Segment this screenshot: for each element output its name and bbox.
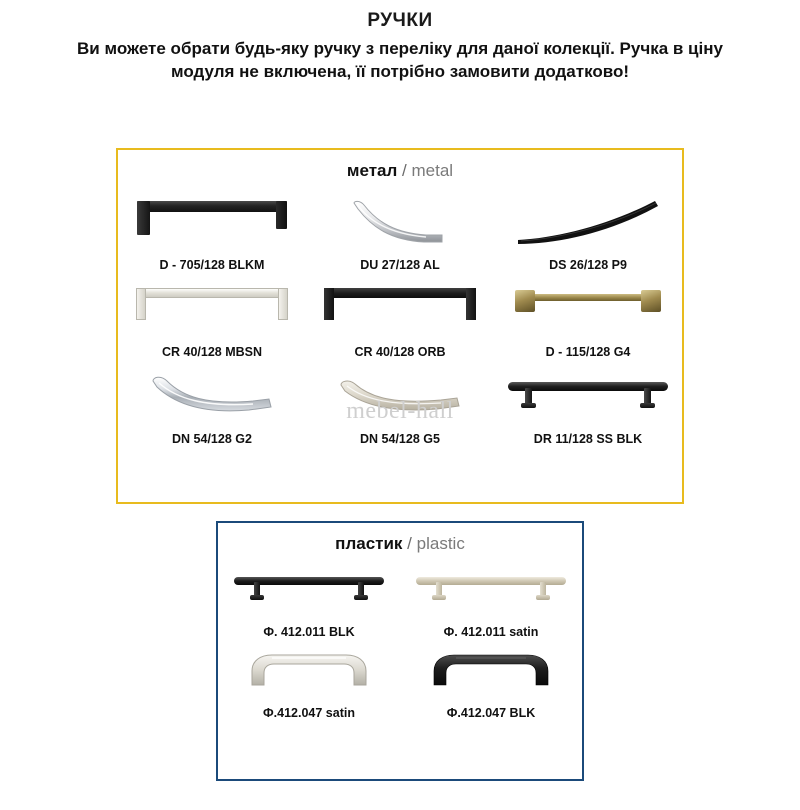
handle-label: CR 40/128 ORB <box>354 345 446 359</box>
section-metal <box>116 148 684 504</box>
handle-item[interactable] <box>118 363 306 446</box>
handle-label: DS 26/128 P9 <box>549 258 627 272</box>
handle-image-412047-satin <box>218 639 400 701</box>
handle-item[interactable] <box>494 276 682 359</box>
handle-label: CR 40/128 MBSN <box>161 345 263 359</box>
handle-image-d705-blkm <box>118 189 306 253</box>
handle-item[interactable] <box>118 276 306 359</box>
metal-row-2 <box>118 276 682 359</box>
handle-label: Ф. 412.011 BLK <box>263 625 355 639</box>
handle-label: D - 705/128 BLKM <box>159 258 265 272</box>
section-metal-heading <box>118 150 682 185</box>
handle-image-412047-blk <box>400 639 582 701</box>
handle-label: Ф. 412.011 satin <box>443 625 539 639</box>
section-plastic-title-en: plastic <box>416 534 465 553</box>
watermark: mebel-hall <box>346 398 454 424</box>
handle-image-d115-g4 <box>494 276 682 340</box>
metal-row-1 <box>118 189 682 272</box>
handle-label: D - 115/128 G4 <box>545 345 631 359</box>
handle-label: Ф.412.047 satin <box>263 706 355 720</box>
handle-image-dr11-ss-blk <box>494 363 682 427</box>
handle-image-ds26-p9 <box>494 189 682 253</box>
section-plastic <box>216 521 584 781</box>
handle-item[interactable] <box>400 558 582 639</box>
handle-item[interactable] <box>306 363 494 446</box>
section-metal-title-ru: метал <box>346 161 398 180</box>
handle-item[interactable] <box>218 558 400 639</box>
section-metal-title-en: metal <box>411 161 454 180</box>
handle-item[interactable] <box>306 189 494 272</box>
handle-image-412011-satin <box>400 558 582 620</box>
handle-image-412011-blk <box>218 558 400 620</box>
handle-item[interactable] <box>494 363 682 446</box>
section-metal-separator: / <box>402 161 407 180</box>
handle-item[interactable] <box>400 639 582 720</box>
plastic-row-2 <box>218 639 582 720</box>
handle-label: DN 54/128 G2 <box>172 432 252 446</box>
handle-item[interactable] <box>218 639 400 720</box>
metal-row-3 <box>118 363 682 446</box>
handle-label: Ф.412.047 BLK <box>446 706 536 720</box>
handle-item[interactable] <box>306 276 494 359</box>
handle-label: DU 27/128 AL <box>360 258 440 272</box>
page-subtitle: Ви можете обрати будь-яку ручку з переліку для даної колекції. Ручка в ціну модуля не включена, її потрібно замовити додатково! <box>77 39 723 81</box>
handles-catalog-page <box>0 10 800 810</box>
handle-image-dn54-g5 <box>306 363 494 427</box>
plastic-row-1 <box>218 558 582 639</box>
section-plastic-title-ru: пластик <box>335 534 403 553</box>
handle-image-du27-al <box>306 189 494 253</box>
handle-label: DN 54/128 G5 <box>360 432 440 446</box>
handle-image-cr40-mbsn <box>118 276 306 340</box>
handle-image-dn54-g2 <box>118 363 306 427</box>
section-plastic-separator: / <box>407 534 412 553</box>
handle-item[interactable] <box>494 189 682 272</box>
handle-label: DR 11/128 SS BLK <box>533 432 643 446</box>
handle-item[interactable] <box>118 189 306 272</box>
page-title: РУЧКИ <box>367 10 433 31</box>
section-plastic-heading <box>218 523 582 558</box>
handle-image-cr40-orb <box>306 276 494 340</box>
